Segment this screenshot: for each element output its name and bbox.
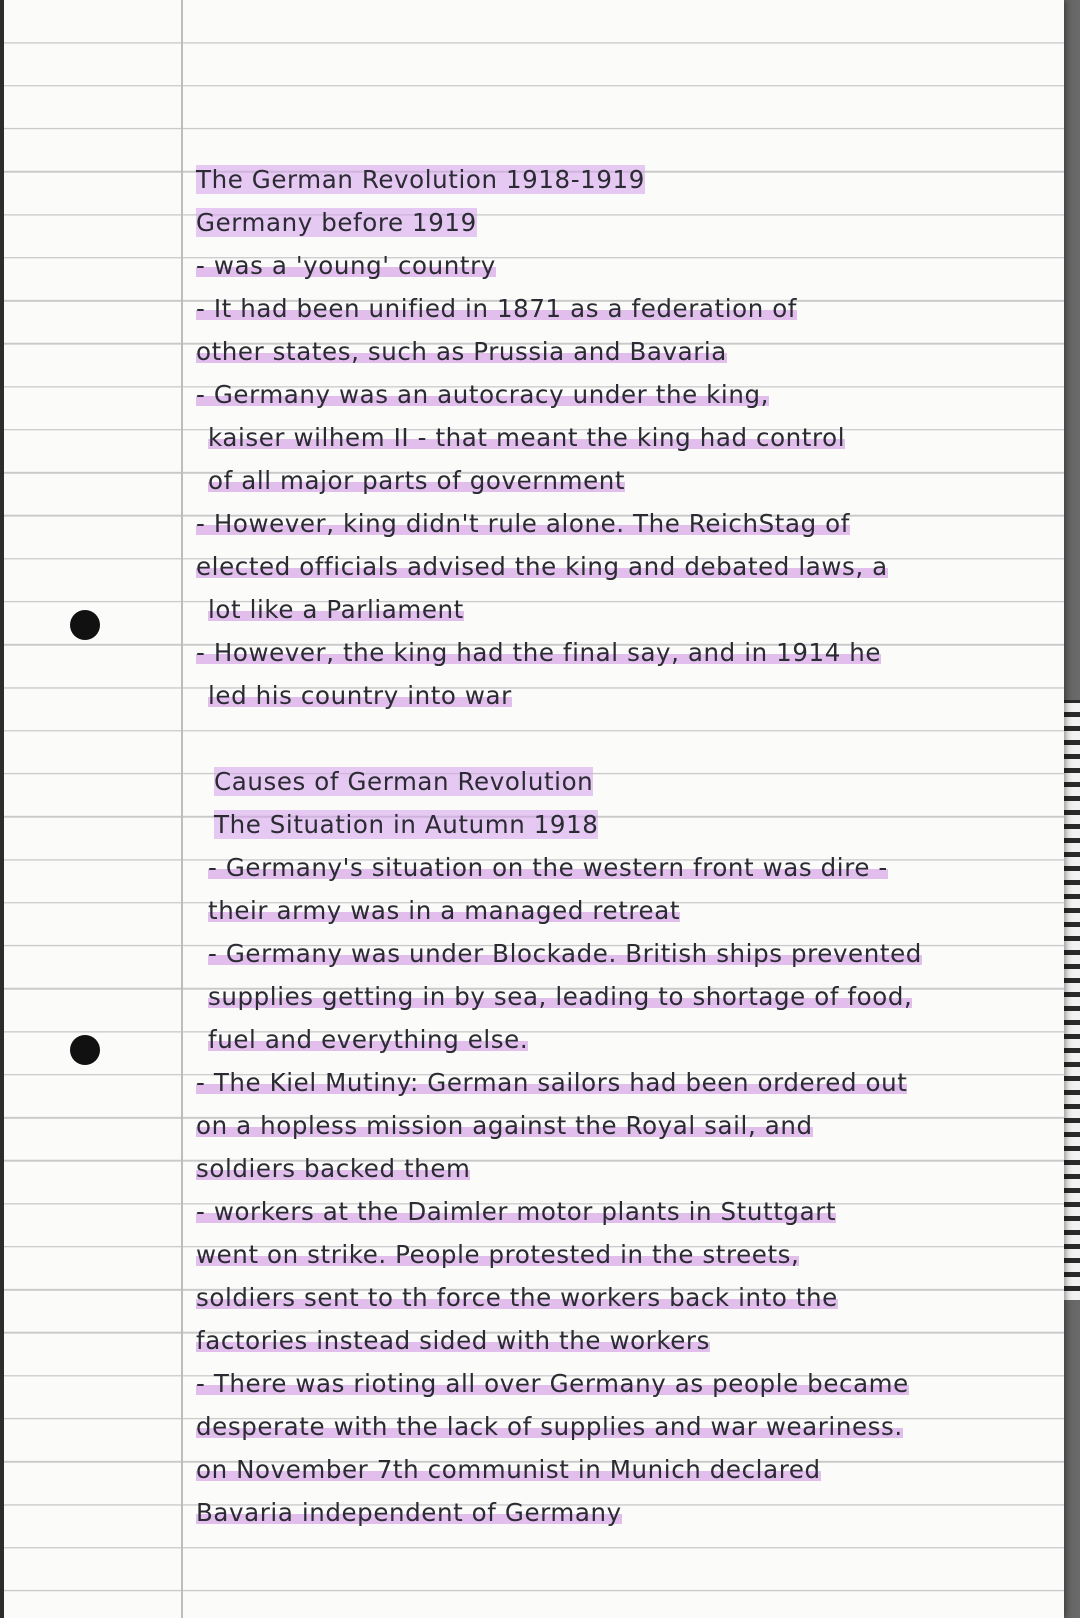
note-line: Bavaria independent of Germany bbox=[196, 1498, 622, 1527]
note-line: of all major parts of government bbox=[208, 466, 626, 495]
note-line: other states, such as Prussia and Bavaria bbox=[196, 337, 727, 366]
handwritten-notes bbox=[196, 158, 1056, 1534]
note-line: lot like a Parliament bbox=[208, 595, 464, 624]
note-line: - There was rioting all over Germany as people became bbox=[196, 1369, 909, 1398]
note-line: - was a 'young' country bbox=[196, 251, 496, 280]
note-line: desperate with the lack of supplies and war weariness. bbox=[196, 1412, 903, 1441]
note-line: - However, king didn't rule alone. The ReichStag of bbox=[196, 509, 850, 538]
section-heading: Germany before 1919 bbox=[196, 208, 477, 237]
note-line: their army was in a managed retreat bbox=[208, 896, 681, 925]
note-line: on a hopless mission against the Royal sail, and bbox=[196, 1111, 813, 1140]
margin-line bbox=[181, 0, 183, 1618]
note-line: elected officials advised the king and debated laws, a bbox=[196, 552, 888, 581]
note-line: soldiers backed them bbox=[196, 1154, 471, 1183]
note-line: - It had been unified in 1871 as a federation of bbox=[196, 294, 798, 323]
note-line: - The Kiel Mutiny: German sailors had been ordered out bbox=[196, 1068, 908, 1097]
note-line: fuel and everything else. bbox=[208, 1025, 529, 1054]
note-line: - workers at the Daimler motor plants in Stuttgart bbox=[196, 1197, 837, 1226]
note-line: soldiers sent to th force the workers back into the bbox=[196, 1283, 838, 1312]
page-title: The German Revolution 1918-1919 bbox=[196, 165, 645, 194]
note-line: - Germany was under Blockade. British ships prevented bbox=[208, 939, 922, 968]
lined-paper bbox=[4, 0, 1064, 1618]
section-heading: Causes of German Revolution bbox=[214, 767, 594, 796]
punch-hole bbox=[70, 1035, 100, 1065]
note-line: - However, the king had the final say, and in 1914 he bbox=[196, 638, 882, 667]
note-line: kaiser wilhem II - that meant the king had control bbox=[208, 423, 846, 452]
note-line: went on strike. People protested in the streets, bbox=[196, 1240, 800, 1269]
punch-hole bbox=[70, 610, 100, 640]
note-line: supplies getting in by sea, leading to shortage of food, bbox=[208, 982, 913, 1011]
note-line: on November 7th communist in Munich declared bbox=[196, 1455, 821, 1484]
section-subheading: The Situation in Autumn 1918 bbox=[214, 810, 599, 839]
note-line: - Germany's situation on the western front was dire - bbox=[208, 853, 888, 882]
note-line: factories instead sided with the workers bbox=[196, 1326, 710, 1355]
note-line: led his country into war bbox=[208, 681, 512, 710]
note-line: - Germany was an autocracy under the king, bbox=[196, 380, 770, 409]
